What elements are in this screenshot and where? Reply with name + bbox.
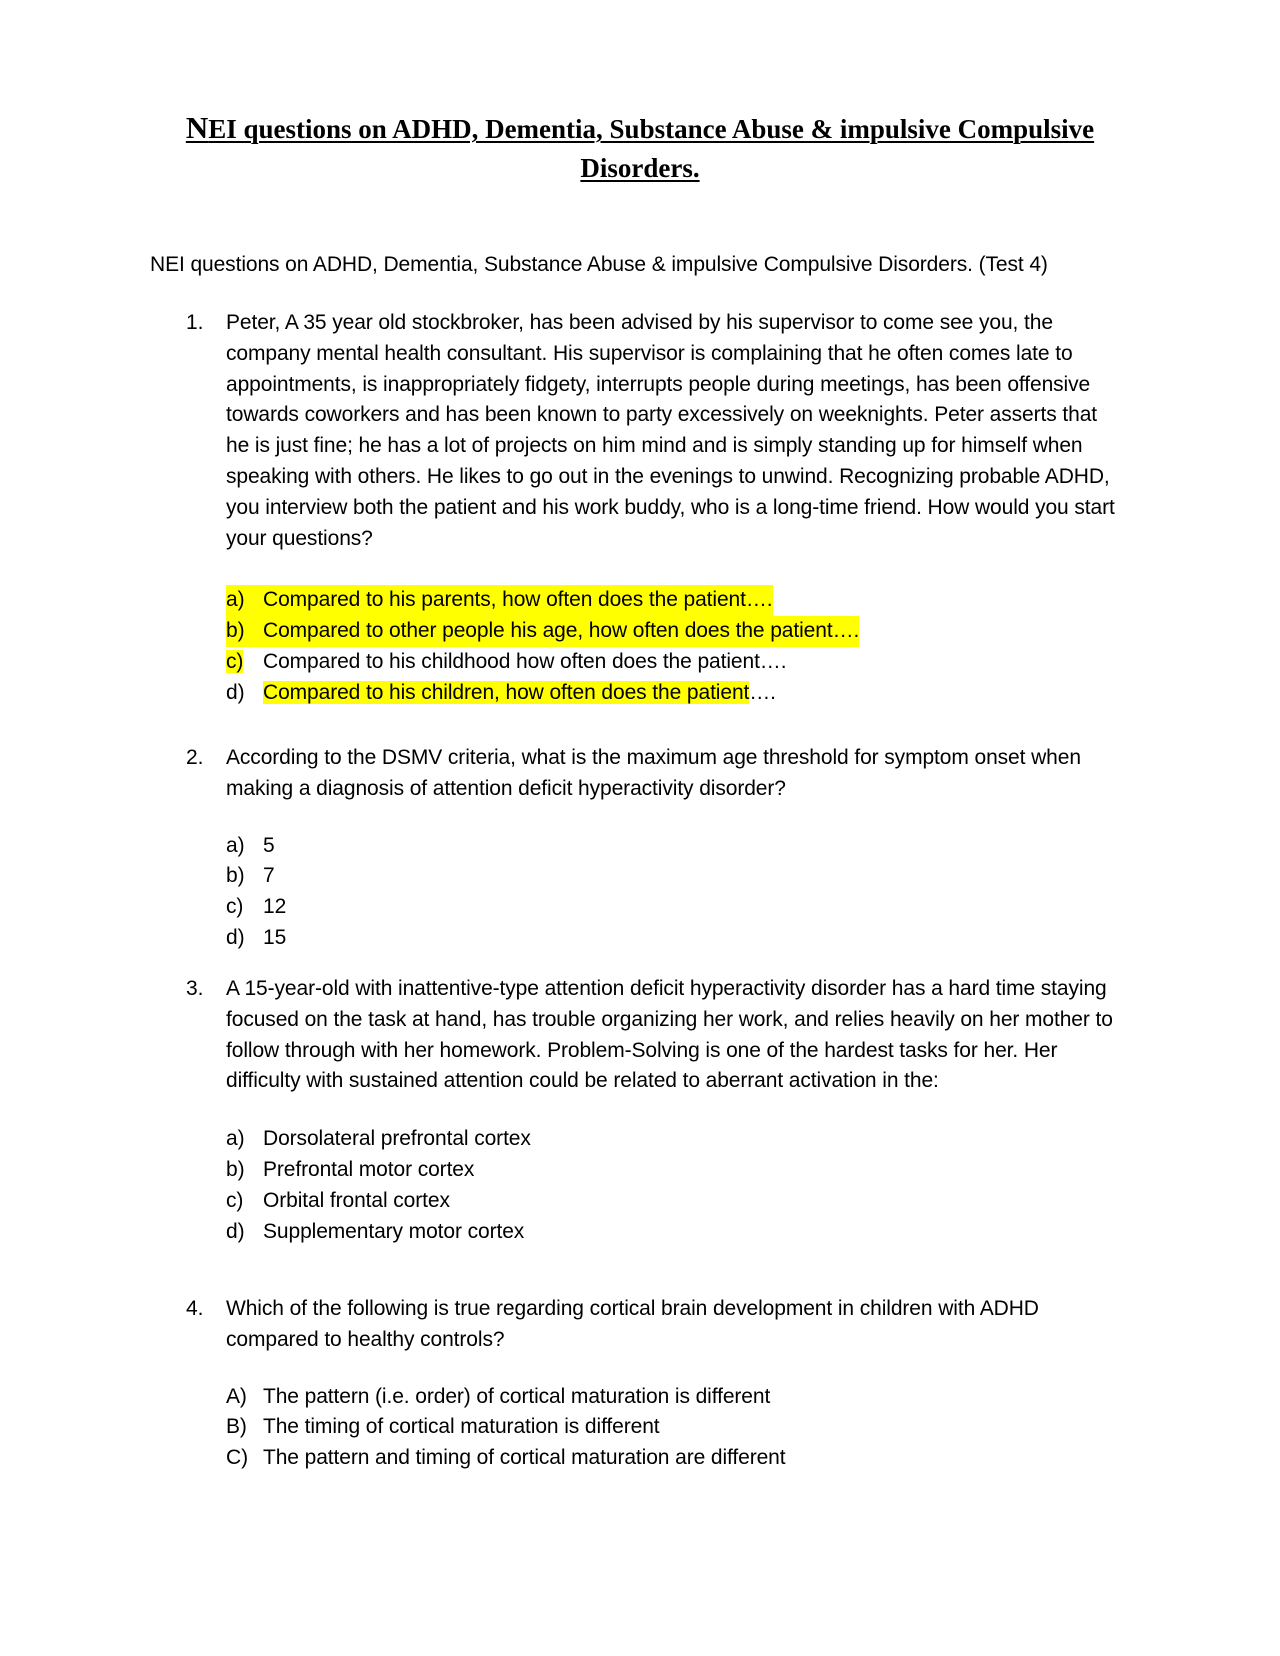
option-text: Compared to his parents, how often does the patient….	[263, 585, 773, 616]
option-letter: d)	[226, 1219, 245, 1243]
question-number: 3.	[186, 977, 204, 1000]
option-text: 12	[263, 895, 287, 919]
option-letter: a)	[226, 833, 245, 857]
question-number: 4.	[186, 1297, 204, 1320]
option-letter: B)	[226, 1415, 247, 1439]
answer-option-b[interactable]	[226, 1412, 1116, 1443]
option-text-highlight: Compared to his children, how often does the patient	[263, 680, 750, 704]
answer-option-d[interactable]	[226, 923, 1116, 954]
answer-option-d[interactable]	[226, 678, 1116, 709]
answer-options	[226, 585, 1116, 708]
option-text: Orbital frontal cortex	[263, 1188, 450, 1212]
option-text: Supplementary motor cortex	[263, 1219, 525, 1243]
question-text: Which of the following is true regarding cortical brain development in children with ADHD compared to healthy controls?	[226, 1297, 1039, 1351]
title-line-2: Disorders.	[580, 153, 700, 183]
option-letter: c)	[226, 895, 244, 919]
answer-option-b[interactable]	[226, 1155, 1116, 1186]
answer-option-a[interactable]	[226, 1124, 1116, 1155]
question-4	[186, 1294, 1116, 1474]
option-letter: b)	[226, 616, 263, 647]
question-text: Peter, A 35 year old stockbroker, has been advised by his supervisor to come see you, the company mental health consultant. His supervisor is complaining that he often comes late to appointments, is inappropriately fidgety, interrupts people during meetings, has been offensive towards coworkers and has been known to party excessively on weeknights. Peter asserts that he is just fine; he has a lot of projects on him mind and is simply standing up for himself when speaking with others. He likes to go out in the evenings to unwind. Recognizing probable ADHD, you interview both the patient and his work buddy, who is a long-time friend. How would you start your questions?	[226, 311, 1115, 550]
answer-option-c[interactable]	[226, 892, 1116, 923]
option-text: Compared to his childhood how often does the patient….	[263, 649, 787, 673]
answer-option-a[interactable]	[226, 1382, 1116, 1413]
option-text: Compared to other people his age, how often does the patient….	[263, 616, 859, 647]
answer-options	[226, 1124, 1116, 1247]
option-letter: C)	[226, 1446, 248, 1470]
option-letter: A)	[226, 1384, 247, 1408]
option-text: Prefrontal motor cortex	[263, 1157, 475, 1181]
question-1	[186, 308, 1116, 709]
question-number: 1.	[186, 311, 204, 334]
answer-option-d[interactable]	[226, 1217, 1116, 1248]
question-stem	[186, 308, 1116, 554]
document-title	[140, 108, 1140, 188]
option-text: The pattern (i.e. order) of cortical maturation is different	[263, 1384, 771, 1408]
option-letter-highlight: c)	[226, 649, 244, 673]
title-line-1: EI questions on ADHD, Dementia, Substance Abuse & impulsive Compulsive	[208, 114, 1095, 144]
question-text: A 15-year-old with inattentive-type attention deficit hyperactivity disorder has a hard time staying focused on the task at hand, has trouble organizing her work, and relies heavily on her mother to follow through with her homework. Problem-Solving is one of the hardest tasks for her. Her difficulty with sustained attention could be related to aberrant activation in the:	[226, 977, 1113, 1093]
question-3	[186, 974, 1116, 1247]
test-subtitle: NEI questions on ADHD, Dementia, Substance Abuse & impulsive Compulsive Disorders. (Test 4)	[150, 253, 1048, 276]
answer-options	[226, 1382, 1116, 1474]
answer-option-b[interactable]	[226, 616, 1116, 647]
option-letter: d)	[226, 680, 245, 704]
option-text: The timing of cortical maturation is different	[263, 1415, 660, 1439]
option-letter	[226, 647, 263, 678]
option-letter: b)	[226, 1157, 245, 1181]
option-letter: b)	[226, 864, 245, 888]
answer-option-a[interactable]	[226, 831, 1116, 862]
question-stem	[186, 1294, 1116, 1356]
option-text-tail: ….	[749, 680, 776, 704]
option-text: Dorsolateral prefrontal cortex	[263, 1127, 531, 1151]
option-text: 5	[263, 833, 275, 857]
question-stem	[186, 974, 1116, 1097]
question-stem	[186, 743, 1116, 805]
option-text	[263, 678, 776, 709]
option-text: 7	[263, 864, 275, 888]
answer-option-b[interactable]	[226, 861, 1116, 892]
option-letter: a)	[226, 1127, 245, 1151]
answer-option-c[interactable]	[226, 1186, 1116, 1217]
option-letter: d)	[226, 925, 245, 949]
question-text: According to the DSMV criteria, what is the maximum age threshold for symptom onset when making a diagnosis of attention deficit hyperactivity disorder?	[226, 746, 1081, 800]
option-text: The pattern and timing of cortical maturation are different	[263, 1446, 786, 1470]
option-letter: c)	[226, 1188, 244, 1212]
title-first-letter: N	[185, 110, 209, 145]
answer-options	[226, 831, 1116, 954]
answer-option-a[interactable]	[226, 585, 1116, 616]
answer-option-c[interactable]	[226, 647, 1116, 678]
option-text: 15	[263, 925, 287, 949]
option-letter: a)	[226, 585, 263, 616]
question-number: 2.	[186, 746, 204, 769]
question-2	[186, 743, 1116, 954]
answer-option-c[interactable]	[226, 1443, 1116, 1474]
